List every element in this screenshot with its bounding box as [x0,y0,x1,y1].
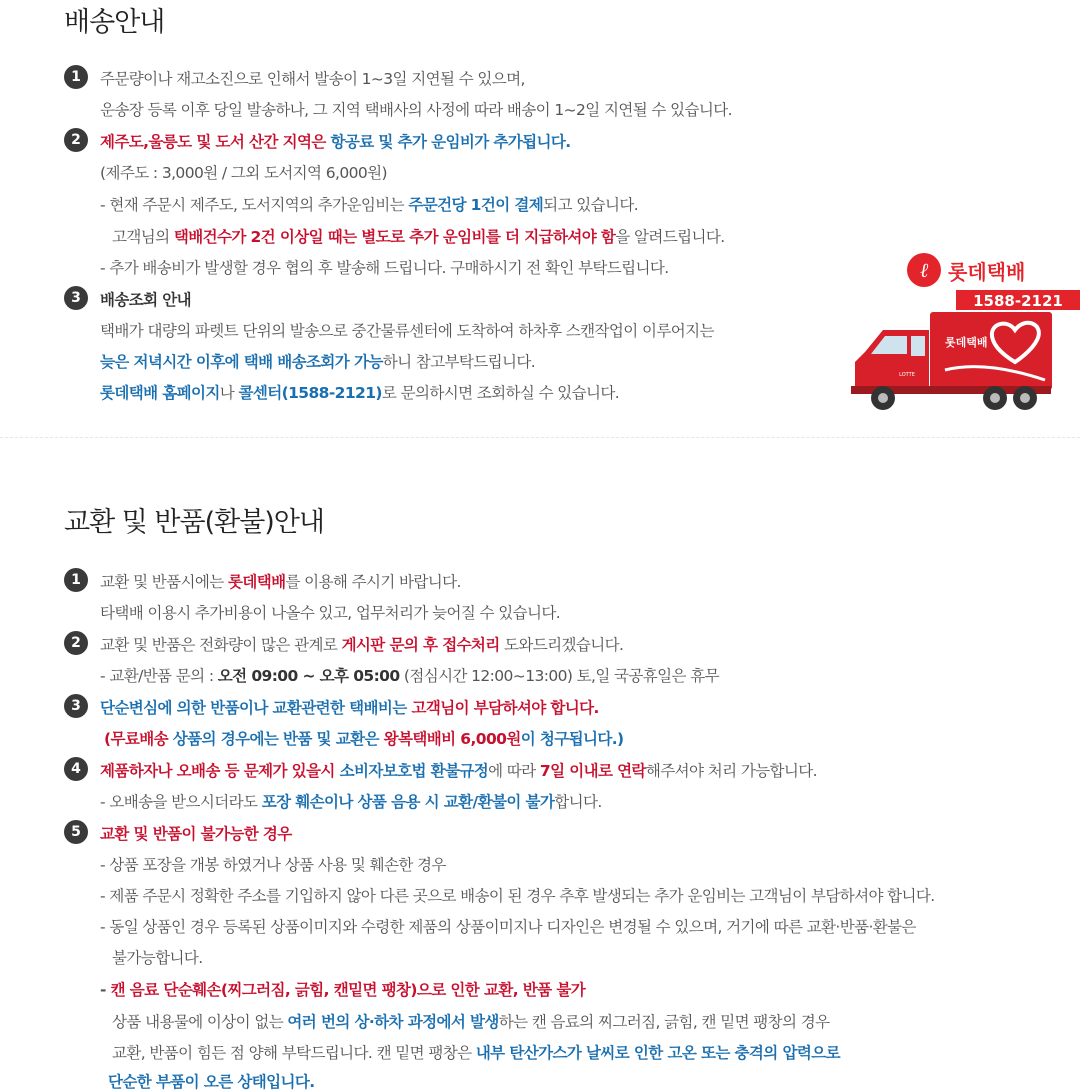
delivery-line-5 [100,193,638,215]
return-line-2: 타택배 이용시 추가비용이 나올수 있고, 업무처리가 늦어질 수 있습니다. [100,604,561,622]
truck-small-text: LOTTE [899,372,915,378]
return-line-15 [112,1010,829,1032]
brand-name: 롯데택배 [948,260,1026,284]
lotte-courier: 롯데택배 [227,573,286,591]
return-line-1 [100,570,461,592]
can-damage-policy: 캔 음료 단순훼손(찌그러짐, 긁힘, 캔밑면 팽창)으로 인한 교환, 반품 불가 [110,981,586,999]
section-divider [0,437,1080,438]
step-number-1: 1 [64,65,88,89]
text-segment: 를 이용해 주시기 바랍니다. [285,573,461,591]
call-center: 콜센터(1588-2121) [238,384,382,402]
return-line-5 [100,696,599,718]
delivery-truck [845,300,1055,420]
truck-brand-text: 롯데택배 [945,336,988,349]
text-segment: 교환 및 반품시에는 [100,573,228,591]
board-inquiry: 게시판 문의 후 접수처리 [341,636,500,654]
return-line-3 [100,633,623,655]
phone-number: 1588-2121 [973,292,1063,310]
delivery-line-2: 운송장 등록 이후 당일 발송하나, 그 지역 택배사의 사정에 따라 배송이 1~2일 지연될 수 있습니다. [100,101,732,119]
lotte-l-mark: ℓ [919,258,929,282]
return-line-7 [100,759,817,781]
step-number-3: 3 [64,286,88,310]
text-segment: - 현재 주문시 제주도, 도서지역의 추가운임비는 [100,196,409,214]
text-segment: (점심시간 12:00~13:00) 토,일 국공휴일은 휴무 [399,667,719,685]
text-segment: - 교환/반품 문의 : [100,667,218,685]
text-segment: 하는 캔 음료의 찌그러짐, 긁힘, 캔 밑면 팽창의 경우 [498,1013,830,1031]
text-segment: 도와드리겠습니다. [499,636,624,654]
return-line-17: 단순한 부품이 오른 상태입니다. [108,1073,315,1091]
delivery-line-7: - 추가 배송비가 발생할 경우 협의 후 발송해 드립니다. 구매하시기 전 확인 부탁드립니다. [100,259,669,277]
per-order-charge: 주문건당 1건이 결제 [408,196,544,214]
non-returnable-heading: 교환 및 반품이 불가능한 경우 [100,825,292,843]
truck-icon [845,300,1055,420]
text-segment: 교환 및 반품은 전화량이 많은 관계로 [100,636,342,654]
delivery-line-4: (제주도 : 3,000원 / 그외 도서지역 6,000원) [100,164,387,182]
text-segment: 상품 내용물에 이상이 없는 [112,1013,288,1031]
delivery-line-9: 택배가 대량의 파렛트 단위의 발송으로 중간물류센터에 도착하여 하차후 스캔작업이 이루어지는 [100,322,714,340]
island-regions: 제주도,울릉도 및 도서 산간 지역은 [100,133,326,151]
return-step-2: 2 [64,631,88,655]
extra-fee-note: 항공료 및 추가 운임비가 추가됩니다. [325,133,571,151]
text-segment: 해주셔야 처리 가능합니다. [645,762,818,780]
return-line-11: - 제품 주문시 정확한 주소를 기입하지 않아 다른 곳으로 배송이 된 경우 추후 발생되는 추가 운임비는 고객님이 부담하셔야 합니다. [100,887,935,905]
text-segment: 교환, 반품이 힘든 점 양해 부탁드립니다. 캔 밑면 팽창은 [112,1044,476,1062]
return-step-4: 4 [64,757,88,781]
text-segment: - [100,981,111,999]
return-line-8 [100,790,602,812]
return-line-12: - 동일 상품인 경우 등록된 상품이미지와 수령한 제품의 상품이미지나 디자인은 변경될 수 있으며, 거기에 따른 교환·반품·환불은 [100,918,916,936]
gas-pressure-note: 내부 탄산가스가 날씨로 인한 고온 또는 충격의 압력으로 [475,1044,840,1062]
tracking-heading: 배송조회 안내 [100,291,192,309]
text-segment: - 오배송을 받으시더라도 [100,793,262,811]
round-trip-fee: 왕복택배비 6,000원 [383,730,521,748]
return-step-1: 1 [64,568,88,592]
text-segment: 을 알려드립니다. [615,228,725,246]
text-segment: 이 청구됩니다.) [520,730,624,748]
return-line-10: - 상품 포장을 개봉 하였거나 상품 사용 및 훼손한 경우 [100,856,446,874]
change-of-mind: 단순변심에 의한 반품이나 교환관련한 택배비는 [100,699,407,717]
text-segment: 합니다. [554,793,602,811]
delivery-line-1: 주문량이나 재고소진으로 인해서 발송이 1~3일 지연될 수 있으며, [100,70,525,88]
text-segment: 되고 있습니다. [543,196,639,214]
text-segment: (무료배송 [104,730,173,748]
returns-title: 교환 및 반품(환불)안내 [64,507,324,538]
return-step-5: 5 [64,820,88,844]
return-step-3: 3 [64,694,88,718]
text-segment: 상품의 경우에는 반품 및 교환은 [172,730,384,748]
text-segment: 로 문의하시면 조회하실 수 있습니다. [381,384,620,402]
seven-day-contact: 7일 이내로 연락 [539,762,646,780]
business-hours: 오전 09:00 ~ 오후 05:00 [217,667,400,685]
delivery-line-11 [100,381,619,403]
damage-no-refund: 포장 훼손이나 상품 음용 시 교환/환불이 불가 [261,793,555,811]
delivery-title: 배송안내 [64,7,165,38]
return-line-6 [104,727,624,749]
delivery-line-10 [100,350,535,372]
text-segment: 나 [219,384,239,402]
return-line-16 [112,1041,840,1063]
customer-pays: 고객님이 부담하셔야 합니다. [406,699,599,717]
step-number-2: 2 [64,128,88,152]
lotte-homepage: 롯데택배 홈페이지 [100,384,220,402]
return-line-14 [100,978,585,1000]
tracking-availability: 늦은 저녁시간 이후에 택배 배송조회가 가능 [100,353,383,371]
delivery-line-3 [100,130,571,152]
text-segment: 제품하자나 오배송 등 문제가 있을시 [100,762,340,780]
text-segment: 에 따라 [488,762,540,780]
return-line-13: 불가능합니다. [112,949,203,967]
refund-regulation: 소비자보호법 환불규정 [339,762,489,780]
return-line-4 [100,664,719,686]
text-segment: 고객님의 [112,228,174,246]
text-segment: 하니 참고부탁드립니다. [382,353,536,371]
transport-damage: 여러 번의 상·하차 과정에서 발생 [287,1013,499,1031]
multi-parcel-warning: 택배건수가 2건 이상일 때는 별도로 추가 운임비를 더 지급하셔야 함 [173,228,616,246]
delivery-line-6 [112,225,725,247]
